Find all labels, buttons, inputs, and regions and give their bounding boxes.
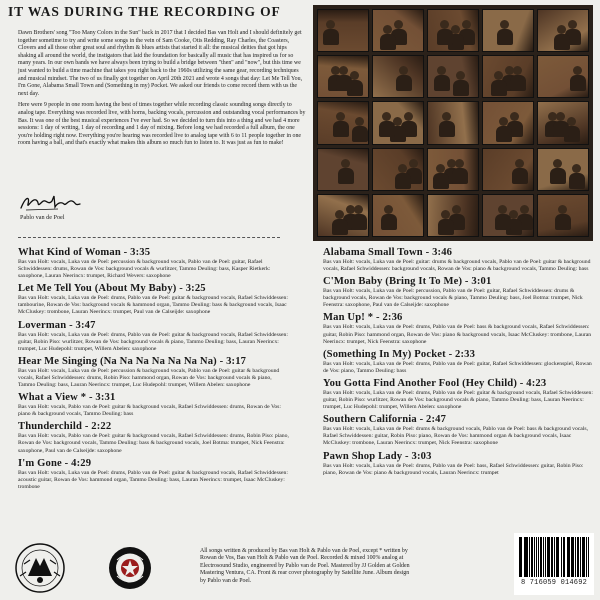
tracklist-side-a	[18, 247, 290, 494]
track-title: Southern California - 2:47	[323, 414, 447, 426]
track-title: I'm Gone - 4:29	[18, 457, 92, 469]
track-credits: Bas van Holt: vocals, Luka van de Poel: drums, Pablo van de Poel: bass & background vocals, Rafael Schwiddessen: guitar, Robin Piso: hammond organ, Rowan de Vos: piano & background vocals, Isaac McCluskey: trombone, Lauran Neerincx: trumpet, Nick Feenstra: saxophone	[323, 324, 592, 345]
photo-collage	[313, 5, 593, 241]
track-credits: Bas van Holt: vocals, Luka van de Poel: guitar: drums & background vocals, Pablo van de Poel: guitar & background vocals, Rafael Schwiddessen: background vocals, Rowan de Vos: piano & background vocals, Tammo Deuling: bass	[323, 259, 591, 273]
collage-photo	[317, 101, 369, 144]
side-a-track	[18, 247, 290, 280]
track-credits: Bas van Holt: vocals, Luka van de Poel: drums, Pablo van de Poel: guitar & background vocals, Rafael Schwiddessen: guitar, Robin Piso: wurlitzer, Rowan de Vos: background vocals & piano, Tammo Deuling: bass, Lauran Neerincx: trumpet, Luc Hudepohl: trumpet, Willem Abelen: saxophone	[323, 389, 593, 411]
collage-photo	[372, 55, 424, 98]
tracklist-side-b	[323, 247, 595, 480]
barcode-bar	[583, 537, 584, 577]
collage-photo	[482, 101, 534, 144]
collage-photo	[372, 101, 424, 144]
record-label-logo	[14, 542, 66, 594]
track-credits: Bas van Holt: vocals, Luka van de Poel: drums & background vocals, Pablo van de Poel: bass & background vocals, Rafael Schwiddessen: guitar, Robin Piso: piano, Rowan de Vos: hammond organ & background vocals, Isaac McCluskey: trombone, Lauran Neerincx: trumpet, Nick Feenstra: saxophone	[323, 426, 589, 447]
track-credits: Bas van Holt: vocals, Pablo van de Poel: guitar & background vocals, Rafael Schwiddessen: drums, Rowan de Vos: piano & background vocals, Tammo Deuling: bass	[18, 404, 281, 418]
barcode-bar	[588, 537, 589, 577]
collage-photo	[482, 9, 534, 52]
track-credits: Bas van Holt: vocals, Luka van de Poel: drums, Pablo van de Poel: bass, Rafael Schwiddessen: guitar, Robin Piso: piano, Rowan de Vos: piano & background vocals, Lauran Neerincx: trumpet	[323, 462, 584, 476]
barcode-bar	[526, 537, 527, 577]
track-title: You Gotta Find Another Fool (Hey Child) - 4:23	[323, 377, 547, 389]
track-title: Pawn Shop Lady - 3:03	[323, 450, 432, 462]
liner-notes-paragraph-1: Dawn Brothers' song "Too Many Colors in the Sun" back in 2017 that I decided Bas van Holt and I should definitely get together sometime to try and write some songs in the vein of Sam Cooke, Otis Redding, Ray Charles, the Coasters, Clovers and all those other great soul and rhythm & blues artists that started it all: the musical deities that got hips shaking all around the world, the instigators that laid the foundation for basically all music that has inspired us for so many years. In our own bands we have always been trying to build a bridge between "then" and "now", but this time we just wanted to build a time machine that takes you right back to the 1960s utilizing the same gear, recording techniques and musical mindset. The two of us finally got together on April 20th 2021 and wrote 4 songs that day: Let Me Tell You, I'm Gone, Alabama Small Town and (Something in my) Pocket. We asked our friends to come record them with us the next day.	[18, 30, 303, 97]
track-credits: Bas van Holt: vocals, Luka van de Poel: percussion & background vocals, Pablo van de Poel: guitar & background vocals, Rafael Schwiddessen: drums, Robin Piso: hammond organ, Rowan de Vos: background vocals & piano, Tammo Deuling: bass, Lauran Neerincx: trumpet, Luc Hudepohl: trumpet, Willem Abelen: saxophone	[18, 367, 280, 389]
side-a-track	[18, 283, 290, 316]
barcode-bars	[519, 537, 589, 577]
barcode-number: 8 716059 014692	[520, 579, 587, 587]
collage-photo	[537, 9, 589, 52]
collage-photo	[372, 148, 424, 191]
track-credits: Bas van Holt: vocals, Luka van de Poel: drums, Pablo van de Poel: guitar & background vocals, Rafael Schwiddessen: acoustic guitar, Rowan de Vos: hammond organ, Tammo Deuling: bass, Lauran Neerincx: trumpet, Isaac McCluskey: trombone	[18, 469, 288, 490]
track-title: Loverman - 3:47	[18, 319, 96, 331]
side-b-track	[323, 247, 595, 273]
track-title: C'Mon Baby (Bring It To Me) - 3:01	[323, 276, 492, 288]
side-a-track	[18, 421, 290, 454]
collage-photo	[427, 9, 479, 52]
side-b-track	[323, 349, 595, 375]
track-title: Thunderchild - 2:22	[18, 421, 112, 433]
track-title: Let Me Tell You (About My Baby) - 3:25	[18, 283, 206, 295]
signature	[18, 192, 88, 214]
side-a-track	[18, 458, 290, 491]
collage-photo	[427, 101, 479, 144]
barcode-bar	[536, 537, 537, 577]
collage-photo	[482, 55, 534, 98]
barcode-bar	[573, 537, 574, 577]
side-b-track	[323, 414, 595, 447]
collage-photo	[482, 148, 534, 191]
suburban-records-logo	[108, 546, 152, 590]
liner-notes	[18, 30, 306, 152]
side-b-track	[323, 451, 595, 477]
track-title: (Something In My) Pocket - 2:33	[323, 348, 476, 360]
collage-photo	[427, 148, 479, 191]
side-b-track	[323, 378, 595, 411]
track-credits: Bas van Holt: vocals, Luka van de Poel: drums, Pablo van de Poel: guitar & background vocals, Rafael Schwiddessen: guitar, Robin Piso: wurlitzer, Rowan de Vos: background vocals & piano, Tammo Deuling: bass, Lauran Neerincx: trumpet, Luc Hudepohl: trumpet, Willem Abelen: saxophone	[18, 331, 288, 352]
headline: IT WAS DURING THE RECORDING OF	[8, 4, 281, 19]
collage-photo	[317, 194, 369, 237]
side-a-track	[18, 356, 290, 389]
collage-photo	[317, 148, 369, 191]
collage-photo	[537, 194, 589, 237]
barcode-bar	[521, 537, 522, 577]
barcode-bar	[578, 537, 579, 577]
barcode-bar	[564, 537, 565, 577]
collage-photo	[317, 9, 369, 52]
liner-notes-paragraph-2: Here were 9 people in one room having the best of times together while recording classic sounding songs directly to analog tape. Everything was recorded live, with horns, backing vocals, percussion and outstanding vocal performances by Bas. It was one of the best musical experiences I've ever had. So we decided to turn this into a thing and we had 4 more sessions: 1 day of writing, 1 day of recording and 1 day of mixing. Before long we had recorded a full album, the one you're holding right now. Everything you're hearing was recorded live to analog tape with 6 to 11 people together in one room having a ball, and that's exactly what makes this album so much fun to listen to. It was just as fun to make!	[18, 102, 306, 147]
track-credits: Bas van Holt: vocals, Luka van de Poel: percussion, Pablo van de Poel: guitar, Rafael Schwiddessen: drums & background vocals, Rowan de Vos: background vocals & piano, Tammo Deuling: bass, Joel Botma: trumpet, Nick Feenstra: saxophone, Paul van de Calseijde: saxophone	[323, 288, 583, 309]
track-title: Hear Me Singing (Na Na Na Na Na Na Na) - 3:17	[18, 355, 247, 367]
collage-photo	[427, 194, 479, 237]
divider	[18, 237, 280, 238]
collage-photo	[317, 55, 369, 98]
collage-photo	[427, 55, 479, 98]
track-credits: Bas van Holt: vocals, Pablo van de Poel: guitar & background vocals, Rafael Schwiddessen: drums, Robin Piso: piano, Rowan de Vos: background vocals, Tammo Deuling: bass & background vocals, Joel Botma: trumpet, Nick Feenstra: saxophone, Paul van de Calseijde: saxophone	[18, 433, 289, 454]
track-credits: Bas van Holt: vocals, Luka van de Poel: percussion & background vocals, Pablo van de Poel: guitar, Rafael Schwiddessen: drums, Rowan de Vos: background vocals & wurlitzer, Tammo Deuling: bass, Kasper Rietkerk: saxophone, Lauran Neerincx: trumpet, Richard Wevers: saxophone	[18, 259, 271, 280]
barcode-bar	[543, 537, 544, 577]
side-b-track	[323, 276, 595, 309]
collage-photo	[537, 101, 589, 144]
track-credits: Bas van Holt: vocals, Luka van de Poel: drums, Pablo van de Poel: guitar & background vocals, Rafael Schwiddessen: tambourine, Rowan de Vos: background vocals & hammond organ, Tammo Deuling: bass & background vocals, Isaac McCluskey: trombone, Lauran Neerincx: trumpet, Paul van de Calseijde: saxophone	[18, 295, 288, 316]
side-b-track	[323, 312, 595, 345]
production-credits: All songs written & produced by Bas van Holt & Pablo van de Poel, except * written by Rowan de Vos, Bas van Holt & Pablo van de Poel. Recorded & mixed 100% analog at Electrosound Studio, engineered by Pablo van de Poel. Mastered by JJ Golden at Golden Mastering Ventura, CA. Front & rear cover photography by Satellite June. Album design by Pablo van de Poel.	[200, 548, 410, 584]
track-title: What Kind of Woman - 3:35	[18, 247, 151, 258]
barcode-bar	[554, 537, 555, 577]
track-title: Alabama Small Town - 3:46	[323, 247, 453, 258]
side-a-track	[18, 320, 290, 353]
barcode-bar	[558, 537, 559, 577]
side-a-track	[18, 392, 290, 418]
track-credits: Bas van Holt: vocals, Luka van de Poel: drums, Pablo van de Poel: guitar, Rafael Schwiddessen: glockenspiel, Rowan de Vos: piano, Tammo Deuling: bass	[323, 360, 592, 374]
collage-photo	[372, 194, 424, 237]
collage-photo	[372, 9, 424, 52]
track-title: Man Up! * - 2:36	[323, 312, 403, 324]
barcode-bar	[548, 537, 549, 577]
barcode	[514, 533, 594, 595]
collage-photo	[537, 55, 589, 98]
signature-name: Pablo van de Poel	[20, 214, 65, 221]
track-title: What a View * - 3:31	[18, 392, 116, 404]
collage-photo	[537, 148, 589, 191]
collage-photo	[482, 194, 534, 237]
